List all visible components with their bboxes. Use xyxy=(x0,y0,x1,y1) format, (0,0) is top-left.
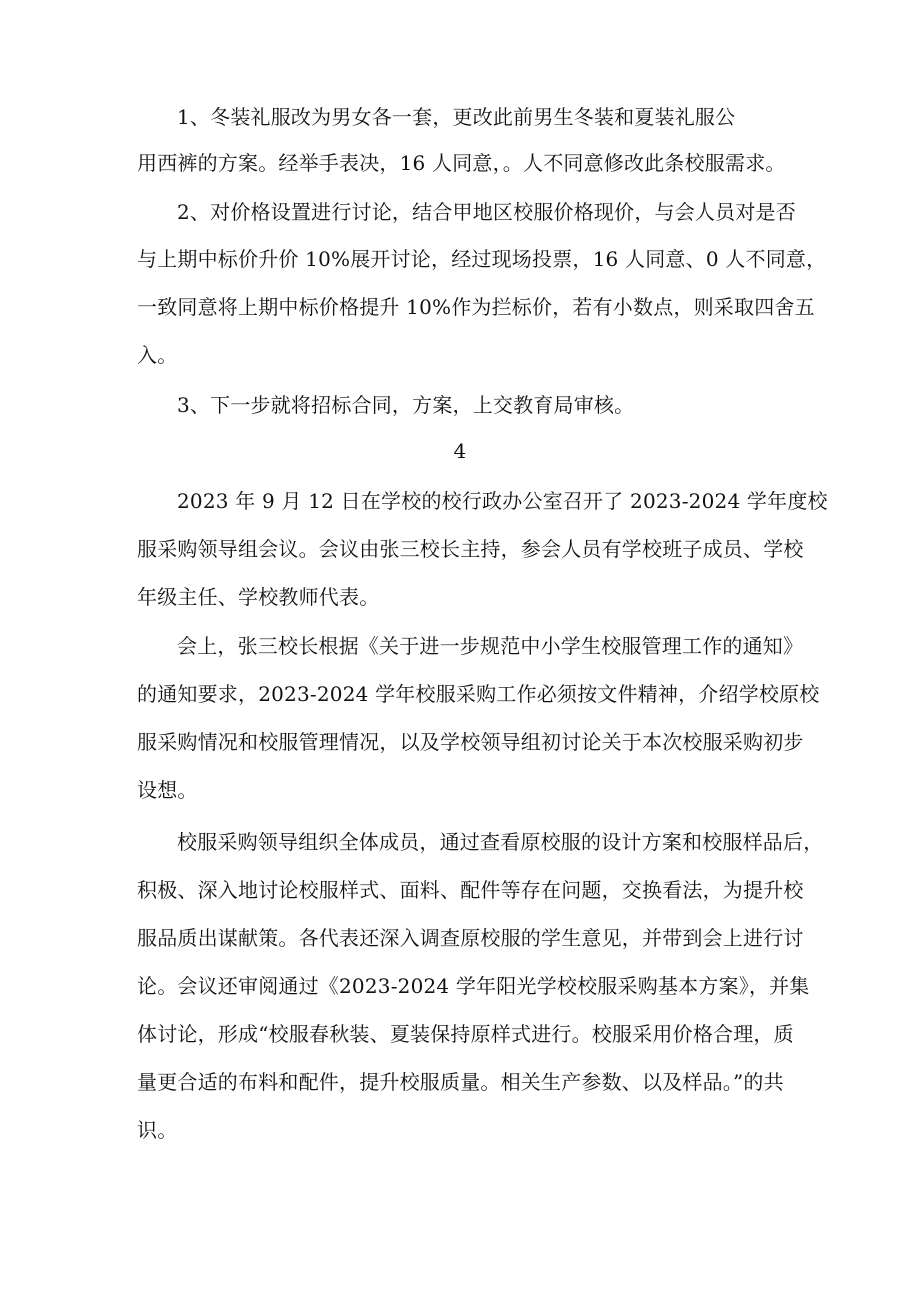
meeting-para-1-line-3: 年级主任、学校教师代表。 xyxy=(137,585,380,609)
meeting-para-3-line-3: 服品质出谋献策。各代表还深入调查原校服的学生意见，并带到会上进行讨 xyxy=(137,926,804,950)
item-2-line-2: 与上期中标价升价 10%展开讨论，经过现场投票，16 人同意、0 人不同意， xyxy=(137,247,827,271)
meeting-para-2-line-4: 设想。 xyxy=(137,778,198,802)
item-2-line-1: 2、对价格设置进行讨论，结合甲地区校服价格现价，与会人员对是否 xyxy=(177,200,796,224)
meeting-para-3-line-2: 积极、深入地讨论校服样式、面料、配件等存在问题，交换看法，为提升校 xyxy=(137,878,804,902)
meeting-para-3-line-7: 识。 xyxy=(137,1118,178,1142)
item-1-line-2: 用西裤的方案。经举手表决，16 人同意，。人不同意修改此条校服需求。 xyxy=(137,151,786,175)
item-3-line-1: 3、下一步就将招标合同，方案，上交教育局审核。 xyxy=(177,393,635,417)
meeting-para-3-line-6: 量更合适的布料和配件，提升校服质量。相关生产参数、以及样品。”的共 xyxy=(137,1070,784,1094)
meeting-para-1-line-1: 2023 年 9 月 12 日在学校的校行政办公室召开了 2023-2024 学年度校 xyxy=(177,489,828,513)
meeting-para-3-line-1: 校服采购领导组织全体成员，通过查看原校服的设计方案和校服样品后， xyxy=(177,830,824,854)
item-1-line-1: 1、冬装礼服改为男女各一套，更改此前男生冬装和夏装礼服公 xyxy=(177,105,736,129)
item-2-line-4: 入。 xyxy=(137,343,178,367)
meeting-para-1-line-2: 服采购领导组会议。会议由张三校长主持，参会人员有学校班子成员、学校 xyxy=(137,537,804,561)
meeting-para-2-line-3: 服采购情况和校服管理情况，以及学校领导组初讨论关于本次校服采购初步 xyxy=(137,730,804,754)
item-2-line-3: 一致同意将上期中标价格提升 10%作为拦标价，若有小数点，则采取四舍五 xyxy=(137,295,815,319)
section-number: 4 xyxy=(453,439,467,463)
meeting-para-3-line-4: 论。会议还审阅通过《2023-2024 学年阳光学校校服采购基本方案》，并集 xyxy=(137,974,810,998)
meeting-para-3-line-5: 体讨论，形成“校服春秋装、夏装保持原样式进行。校服采用价格合理，质 xyxy=(137,1022,794,1046)
meeting-para-2-line-1: 会上，张三校长根据《关于进一步规范中小学生校服管理工作的通知》 xyxy=(177,634,804,658)
meeting-para-2-line-2: 的通知要求，2023-2024 学年校服采购工作必须按文件精神，介绍学校原校 xyxy=(137,682,820,706)
